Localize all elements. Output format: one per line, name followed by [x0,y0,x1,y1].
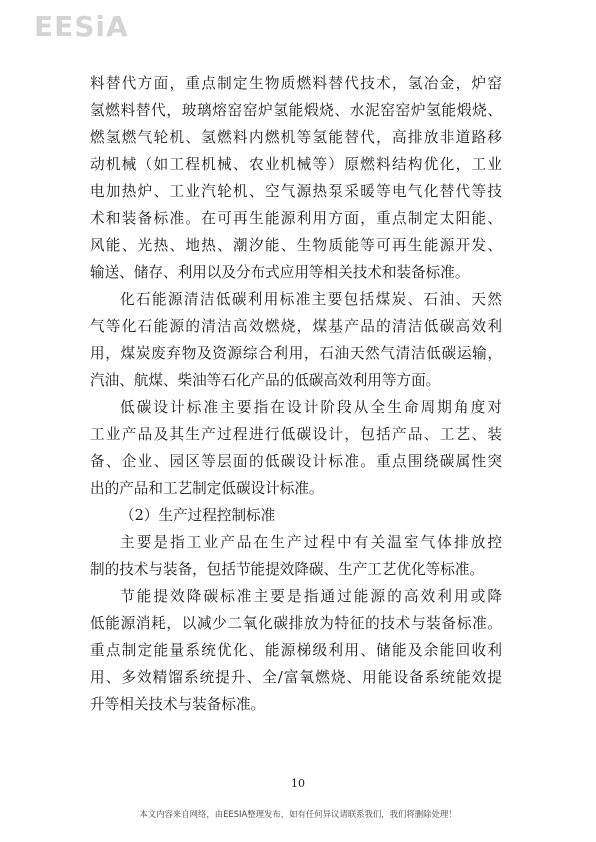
text-line: 主要是指工业产品在生产过程中有关温室气体排放控 [120,534,502,551]
text-line: 重点制定能量系统优化、能源梯级利用、储能及余能回收利 [90,642,502,659]
text-line: 氢燃料替代，玻璃熔窑窑炉氢能煅烧、水泥窑窑炉氢能煅烧、 [90,102,502,119]
text-line: 术和装备标准。在可再生能源利用方面，重点制定太阳能、 [90,210,502,227]
text-line: 出的产品和工艺制定低碳设计标准。 [90,480,324,497]
eesia-logo: EESiA [34,10,129,43]
text-line: 低能源消耗，以减少二氧化碳排放为特征的技术与装备标准。 [90,615,502,632]
text-line: 升等相关技术与装备标准。 [90,696,266,713]
text-line: 动机械（如工程机械、农业机械等）原燃料结构优化，工业 [90,156,502,173]
section-heading: （2）生产过程控制标准 [120,507,276,524]
paragraph-fossil-energy [90,286,502,394]
text-line: 用，煤炭废弃物及资源综合利用，石油天然气清洁低碳运输， [90,345,502,362]
text-line: 低碳设计标准主要指在设计阶段从全生命周期角度对 [120,399,502,416]
text-line: 工业产品及其生产过程进行低碳设计，包括产品、工艺、装 [90,426,502,443]
text-line: 料替代方面，重点制定生物质燃料替代技术，氢冶金，炉窑 [90,75,502,92]
page-number: 10 [291,777,305,790]
document-body [90,70,502,718]
text-line: 燃氢燃气轮机、氢燃料内燃机等氢能替代，高排放非道路移 [90,129,502,146]
paragraph-process-control [90,529,502,583]
footer-notice: 本文内容来自网络，由EESIA整理发布，如有任何异议请联系我们，我们将删除处理！ [139,809,457,819]
text-line: 汽油、航煤、柴油等石化产品的低碳高效利用等方面。 [90,372,441,389]
text-line: 化石能源清洁低碳利用标准主要包括煤炭、石油、天然 [120,291,502,308]
text-line: 风能、光热、地热、潮汐能、生物质能等可再生能源开发、 [90,237,502,254]
paragraph-energy-substitution [90,70,502,286]
text-line: 电加热炉、工业汽轮机、空气源热泵采暖等电气化替代等技 [90,183,502,200]
text-line: 备、企业、园区等层面的低碳设计标准。重点围绕碳属性突 [90,453,502,470]
text-line: 节能提效降碳标准主要是指通过能源的高效利用或降 [120,588,502,605]
text-line: 气等化石能源的清洁高效燃烧，煤基产品的清洁低碳高效利 [90,318,502,335]
text-line: 制的技术与装备，包括节能提效降碳、生产工艺优化等标准。 [90,561,485,578]
text-line: 输送、储存、利用以及分布式应用等相关技术和装备标准。 [90,264,470,281]
text-line: 用、多效精馏系统提升、全/富氧燃烧、用能设备系统能效提 [90,669,502,686]
paragraph-energy-efficiency [90,583,502,718]
paragraph-low-carbon-design [90,394,502,502]
